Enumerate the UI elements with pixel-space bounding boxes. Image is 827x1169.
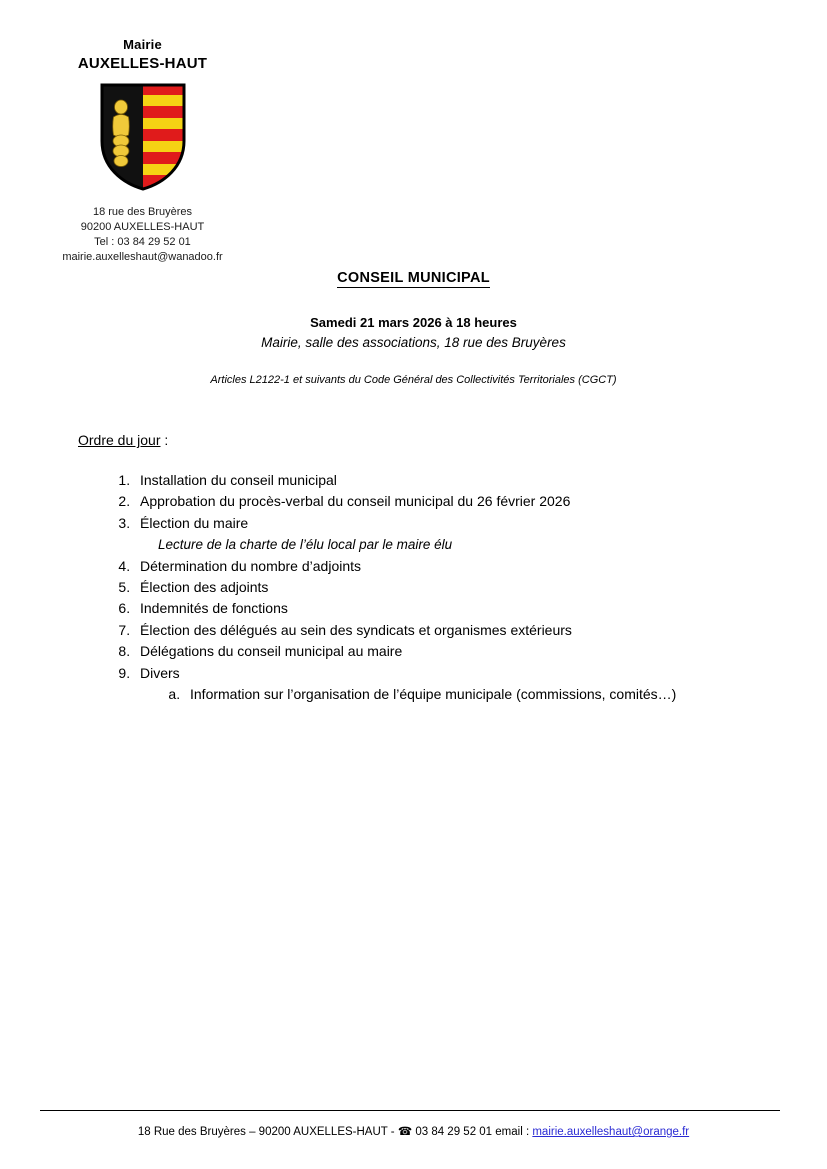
- commune-label: Mairie: [123, 37, 162, 52]
- agenda-item-text: Délégations du conseil municipal au maire: [140, 643, 403, 660]
- legal-reference: Articles L2122-1 et suivants du Code Général des Collectivités Territoriales (CGCT): [210, 374, 617, 386]
- agenda-item-text: Détermination du nombre d’adjoints: [140, 557, 362, 574]
- agenda-item: [134, 663, 756, 706]
- agenda-item: [134, 641, 756, 662]
- agenda-section: [96, 470, 756, 705]
- agenda-item: [134, 620, 756, 641]
- agenda-item-text: Élection du maire: [140, 514, 249, 531]
- agenda-item: [134, 470, 756, 491]
- footer-email-link[interactable]: mairie.auxelleshaut@orange.fr: [532, 1126, 690, 1138]
- address-line-2: 90200 AUXELLES-HAUT: [80, 221, 205, 233]
- footer-divider: [40, 1110, 780, 1111]
- address-email: mairie.auxelleshaut@wanadoo.fr: [62, 251, 223, 263]
- agenda-subitem: [184, 684, 756, 705]
- footer: [0, 1124, 827, 1138]
- agenda-heading-label: Ordre du jour: [78, 432, 161, 448]
- agenda-item: [134, 513, 756, 556]
- agenda-item-text: Installation du conseil municipal: [140, 472, 337, 488]
- agenda-item: [134, 598, 756, 619]
- coat-of-arms-icon: [100, 83, 186, 191]
- page-title: [0, 270, 827, 286]
- agenda-subitem-text: Information sur l’organisation de l’équipe municipale (commissions, comités…): [190, 686, 677, 703]
- agenda-item-text: Élection des adjoints: [140, 579, 269, 596]
- phone-icon: ☎: [397, 1126, 413, 1138]
- agenda-heading: [78, 432, 168, 448]
- agenda-sublist: [140, 684, 756, 705]
- agenda-item-text: Divers: [140, 664, 180, 681]
- address-phone: Tel : 03 84 29 52 01: [94, 236, 191, 248]
- meeting-datetime: Samedi 21 mars 2026 à 18 heures: [310, 315, 517, 330]
- agenda-item: [134, 556, 756, 577]
- agenda-list: [96, 470, 756, 705]
- page-title-text: CONSEIL MUNICIPAL: [337, 270, 490, 286]
- footer-address: 18 Rue des Bruyères – 90200 AUXELLES-HAUT -: [137, 1126, 398, 1138]
- agenda-item-text: Indemnités de fonctions: [140, 600, 288, 617]
- letterhead: [40, 36, 245, 265]
- address-line-1: 18 rue des Bruyères: [92, 206, 193, 218]
- agenda-heading-colon: :: [160, 432, 169, 448]
- agenda-item: [134, 577, 756, 598]
- footer-phone: 03 84 29 52 01: [412, 1126, 493, 1138]
- agenda-item-text: Élection des délégués au sein des syndicats et organismes extérieurs: [140, 621, 572, 638]
- agenda-item-note: Lecture de la charte de l’élu local par le maire élu: [158, 537, 453, 553]
- commune-name: AUXELLES-HAUT: [77, 55, 208, 72]
- meeting-location: Mairie, salle des associations, 18 rue des Bruyères: [261, 335, 566, 350]
- agenda-item-text: Approbation du procès-verbal du conseil municipal du 26 février 2026: [140, 493, 571, 510]
- footer-email-label: email :: [492, 1126, 533, 1138]
- agenda-item: [134, 491, 756, 512]
- letterhead-address: [40, 205, 245, 265]
